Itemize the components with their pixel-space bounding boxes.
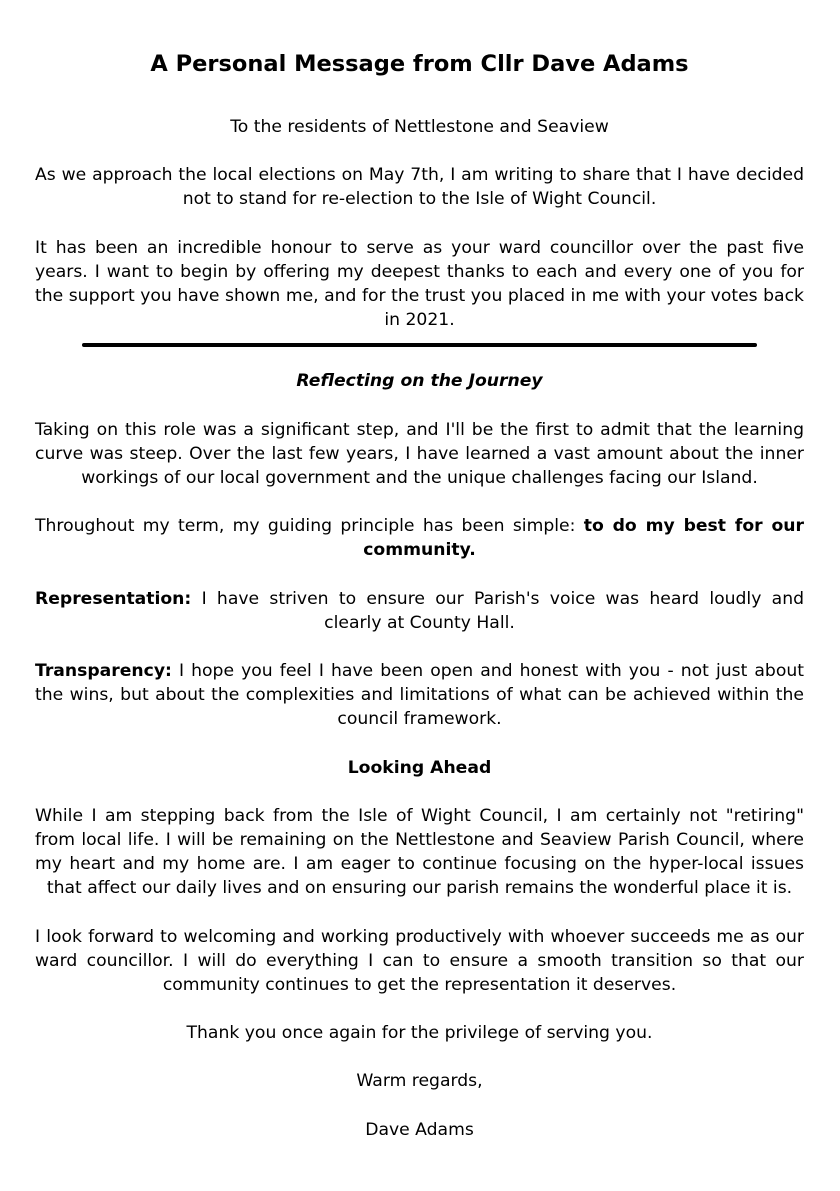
letter-title: A Personal Message from Cllr Dave Adams bbox=[150, 51, 689, 77]
thanks-line: Thank you once again for the privilege of serving you. bbox=[186, 1023, 653, 1044]
closing-line: Warm regards, bbox=[356, 1071, 483, 1092]
transparency-text: I hope you feel I have been open and honest with you - not just about the wins, but about the complexities and limitations of what can be achieved within the council framework. bbox=[35, 661, 804, 730]
representation-text: I have striven to ensure our Parish's voice was heard loudly and clearly at County Hall. bbox=[191, 588, 804, 633]
intro-paragraph-elections: As we approach the local elections on May 7th, I am writing to share that I have decided not to stand for re-election to the Isle of Wight Council. bbox=[35, 165, 804, 210]
section-heading-journey: Reflecting on the Journey bbox=[296, 371, 543, 392]
letter-page bbox=[35, 0, 804, 1142]
signature-name: Dave Adams bbox=[365, 1119, 474, 1140]
representation-label: Representation: bbox=[35, 588, 192, 609]
section-heading-looking-ahead: Looking Ahead bbox=[347, 757, 492, 778]
intro-paragraph-thanks: It has been an incredible honour to serve as your ward councillor over the past five years. I want to begin by offering my deepest thanks to each and every one of you for the support you have shown me, and for the trust you placed in me with your votes back in 2021. bbox=[35, 237, 804, 331]
transparency-label: Transparency: bbox=[35, 661, 172, 682]
journey-paragraph: Taking on this role was a significant step, and I'll be the first to admit that the learning curve was steep. Over the last few years, I have learned a vast amount about the inner workings of our local government and the unique challenges facing our Island. bbox=[35, 419, 804, 489]
guiding-principle-paragraph bbox=[35, 514, 804, 562]
representation-paragraph bbox=[35, 587, 804, 635]
looking-ahead-paragraph: While I am stepping back from the Isle of Wight Council, I am certainly not "retiring" from local life. I will be remaining on the Nettlestone and Seaview Parish Council, where my heart and my home are. I am eager to continue focusing on the hyper-local issues that affect our daily lives and on ensuring our parish remains the wonderful place it is. bbox=[35, 805, 804, 899]
transparency-paragraph bbox=[35, 659, 804, 732]
guiding-principle-text: Throughout my term, my guiding principle has been simple: bbox=[35, 516, 584, 537]
section-divider bbox=[82, 343, 757, 347]
successor-paragraph: I look forward to welcoming and working productively with whoever succeeds me as our ward councillor. I will do everything I can to ensure a smooth transition so that our community continues to get the representation it deserves. bbox=[35, 926, 804, 996]
salutation: To the residents of Nettlestone and Seaview bbox=[230, 117, 609, 137]
guiding-principle-emphasis: to do my best for our community. bbox=[363, 516, 805, 561]
